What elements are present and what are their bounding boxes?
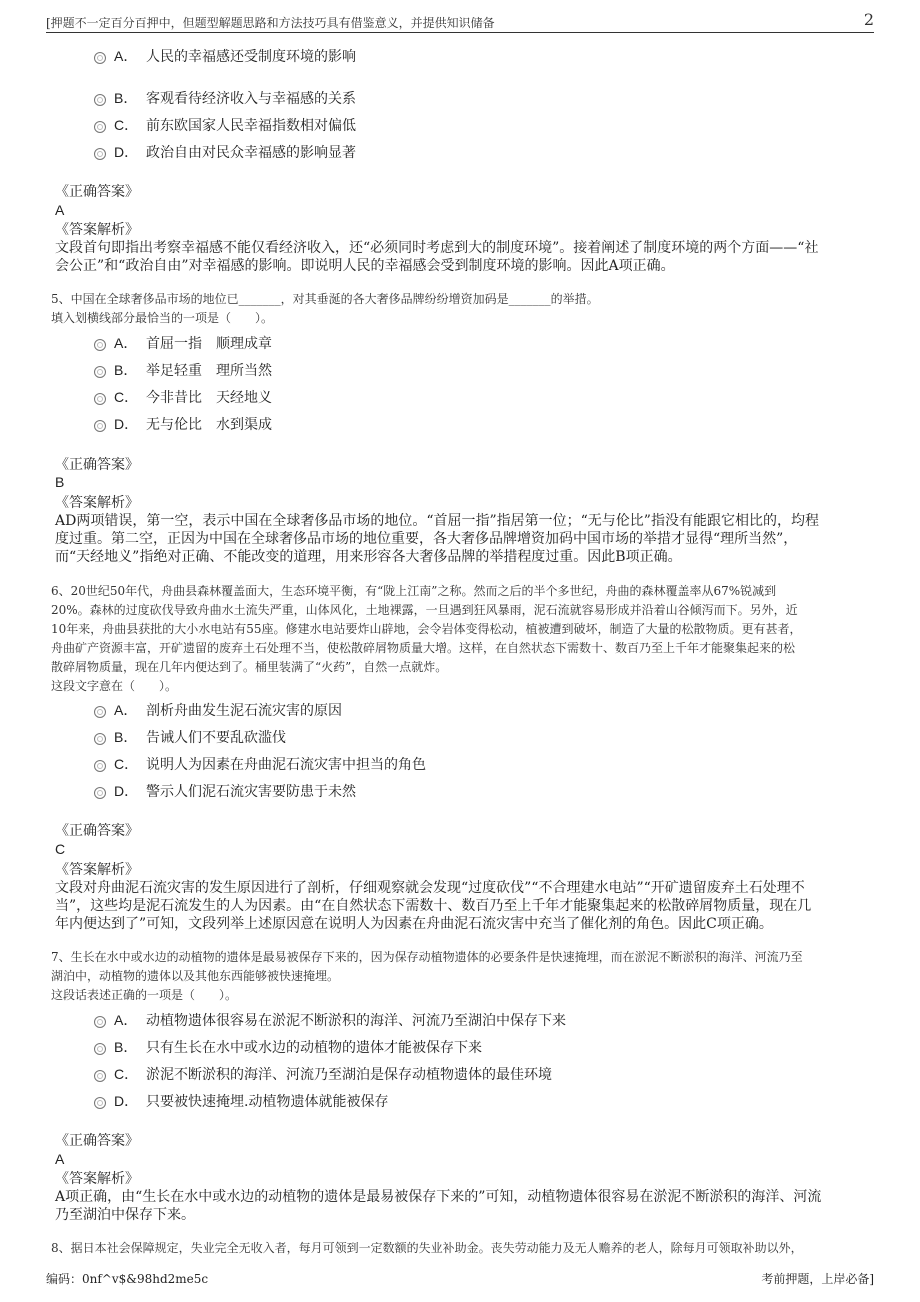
page-number: 2 [863,10,874,29]
explanation-text: AD两项错误，第一空，表示中国在全球奢侈品市场的地位。“首屈一指”指居第一位；“无与伦比”指没有能跟它相比的，均程 度过重。第二空，正因为中国在全球奢侈品市场的地位重要，各大奢侈品牌增资加码中国市场的举措才显得“理所当然”， 而“天经地义”指绝对正确、不能改变的道理，用来形容各大奢侈品牌的举措程度过重。因此B项正确。 [55,513,819,565]
answer-value: A [55,202,65,218]
answer-value: C [55,841,66,857]
explanation-label: 《答案解析》 [55,1171,139,1187]
answer-value: A [55,1151,65,1167]
explanation-label: 《答案解析》 [55,495,139,511]
correct-answer-label: 《正确答案》 [55,1133,139,1149]
radio-icon[interactable] [94,420,106,432]
option-d[interactable]: D． 政治自由对民众幸福感的影响显著 [94,142,356,162]
option-c[interactable]: C． 说明人为因素在舟曲泥石流灾害中担当的角色 [94,754,426,774]
footer-slogan: 考前押题，上岸必备] [761,1272,874,1286]
option-b[interactable]: B． 只有生长在水中或水边的动植物的遗体才能被保存下来 [94,1037,482,1057]
correct-answer-label: 《正确答案》 [55,823,139,839]
question-stem: 7、生长在水中或水边的动植物的遗体是最易被保存下来的，因为保存动植物遗体的必要条件是快速掩埋，而在淤泥不断淤积的海洋、河流乃至 湖泊中，动植物的遗体以及其他东西能够被快速掩埋。 这段话表述正确的一项是（ ）。 [51,950,803,1002]
radio-icon[interactable] [94,148,106,160]
radio-icon[interactable] [94,706,106,718]
explanation-label: 《答案解析》 [55,222,139,238]
question-stem: 8、据日本社会保障规定，失业完全无收入者，每月可领到一定数额的失业补助金。丧失劳动能力及无人赡养的老人，除每月可领取补助以外， [51,1241,803,1255]
radio-icon[interactable] [94,1043,106,1055]
correct-answer-label: 《正确答案》 [55,457,139,473]
explanation-label: 《答案解析》 [55,862,139,878]
radio-icon[interactable] [94,760,106,772]
question-stem: 5、中国在全球奢侈品市场的地位已_______，对其垂涎的各大奢侈品牌纷纷增资加码是_______的举措。 填入划横线部分最恰当的一项是（ ）。 [51,292,599,325]
header-text: [押题不一定百分百押中，但题型解题思路和方法技巧具有借鉴意义，并提供知识储备 [46,16,495,30]
radio-icon[interactable] [94,1097,106,1109]
radio-icon[interactable] [94,339,106,351]
explanation-text: A项正确，由“生长在水中或水边的动植物的遗体是最易被保存下来的”可知，动植物遗体很容易在淤泥不断淤积的海洋、河流 乃至湖泊中保存下来。 [55,1189,822,1223]
option-d[interactable]: D． 警示人们泥石流灾害要防患于未然 [94,781,356,801]
option-d[interactable]: D． 只要被快速掩埋.动植物遗体就能被保存 [94,1091,388,1111]
radio-icon[interactable] [94,52,106,64]
option-a[interactable]: A． 首屈一指 顺理成章 [94,333,272,353]
page-header [46,10,874,33]
radio-icon[interactable] [94,94,106,106]
option-a[interactable]: A． 人民的幸福感还受制度环境的影响 [94,46,356,66]
explanation-text: 文段首句即指出考察幸福感不能仅看经济收入，还“必须同时考虑到大的制度环境”。接着阐述了制度环境的两个方面——“社 会公正”和“政治自由”对幸福感的影响。即说明人民的幸福感会受到制度环境的影响。因此A项正确。 [55,240,819,274]
radio-icon[interactable] [94,787,106,799]
question-stem: 6、20世纪50年代，舟曲县森林覆盖面大，生态环境平衡，有“陇上江南”之称。然而之后的半个多世纪，舟曲的森林覆盖率从67%锐减到 20%。森林的过度砍伐导致舟曲水土流失严重，山体风化，土地裸露，一旦遇到狂风暴雨，泥石流就容易形成并沿着山谷倾泻而下。另外，近 10年来，舟曲县获批的大小水电站有55座。修建水电站要炸山辟地，会令岩体变得松动，植被遭到破坏，制造了大量的松散物质。更有甚者， 舟曲矿产资源丰富，开矿遗留的废弃土石处理不当，使松散碎屑物质量大增。这样，在自然状态下需数十、数百乃至上千年才能聚集起来的松 散碎屑物质量，现在几年内便达到了。桶里装满了“火药”，自然一点就炸。 这段文字意在（ ）。 [51,584,802,693]
radio-icon[interactable] [94,733,106,745]
option-c[interactable]: C． 前东欧国家人民幸福指数相对偏低 [94,115,356,135]
option-b[interactable]: B． 客观看待经济收入与幸福感的关系 [94,88,356,108]
document-code: 编码：0nf^v$&98hd2me5c [46,1272,209,1286]
option-b[interactable]: B． 举足轻重 理所当然 [94,360,272,380]
correct-answer-label: 《正确答案》 [55,184,139,200]
option-c[interactable]: C． 淤泥不断淤积的海洋、河流乃至湖泊是保存动植物遗体的最佳环境 [94,1064,552,1084]
option-a[interactable]: A． 剖析舟曲发生泥石流灾害的原因 [94,700,342,720]
radio-icon[interactable] [94,393,106,405]
explanation-text: 文段对舟曲泥石流灾害的发生原因进行了剖析，仔细观察就会发现“过度砍伐”“不合理建水电站”“开矿遗留废弃土石处理不 当”，这些均是泥石流发生的人为因素。由“在自然状态下需数十、数百乃至上千年才能聚集起来的松散碎屑物质量，现在几 年内便达到了”可知，文段列举上述原因意在说明人为因素在舟曲泥石流灾害中充当了催化剂的角色。因此C项正确。 [55,880,812,932]
radio-icon[interactable] [94,366,106,378]
option-c[interactable]: C． 今非昔比 天经地义 [94,387,272,407]
radio-icon[interactable] [94,1016,106,1028]
option-d[interactable]: D． 无与伦比 水到渠成 [94,414,272,434]
option-a[interactable]: A． 动植物遗体很容易在淤泥不断淤积的海洋、河流乃至湖泊中保存下来 [94,1010,566,1030]
answer-value: B [55,474,65,490]
radio-icon[interactable] [94,121,106,133]
option-b[interactable]: B． 告诫人们不要乱砍滥伐 [94,727,286,747]
radio-icon[interactable] [94,1070,106,1082]
